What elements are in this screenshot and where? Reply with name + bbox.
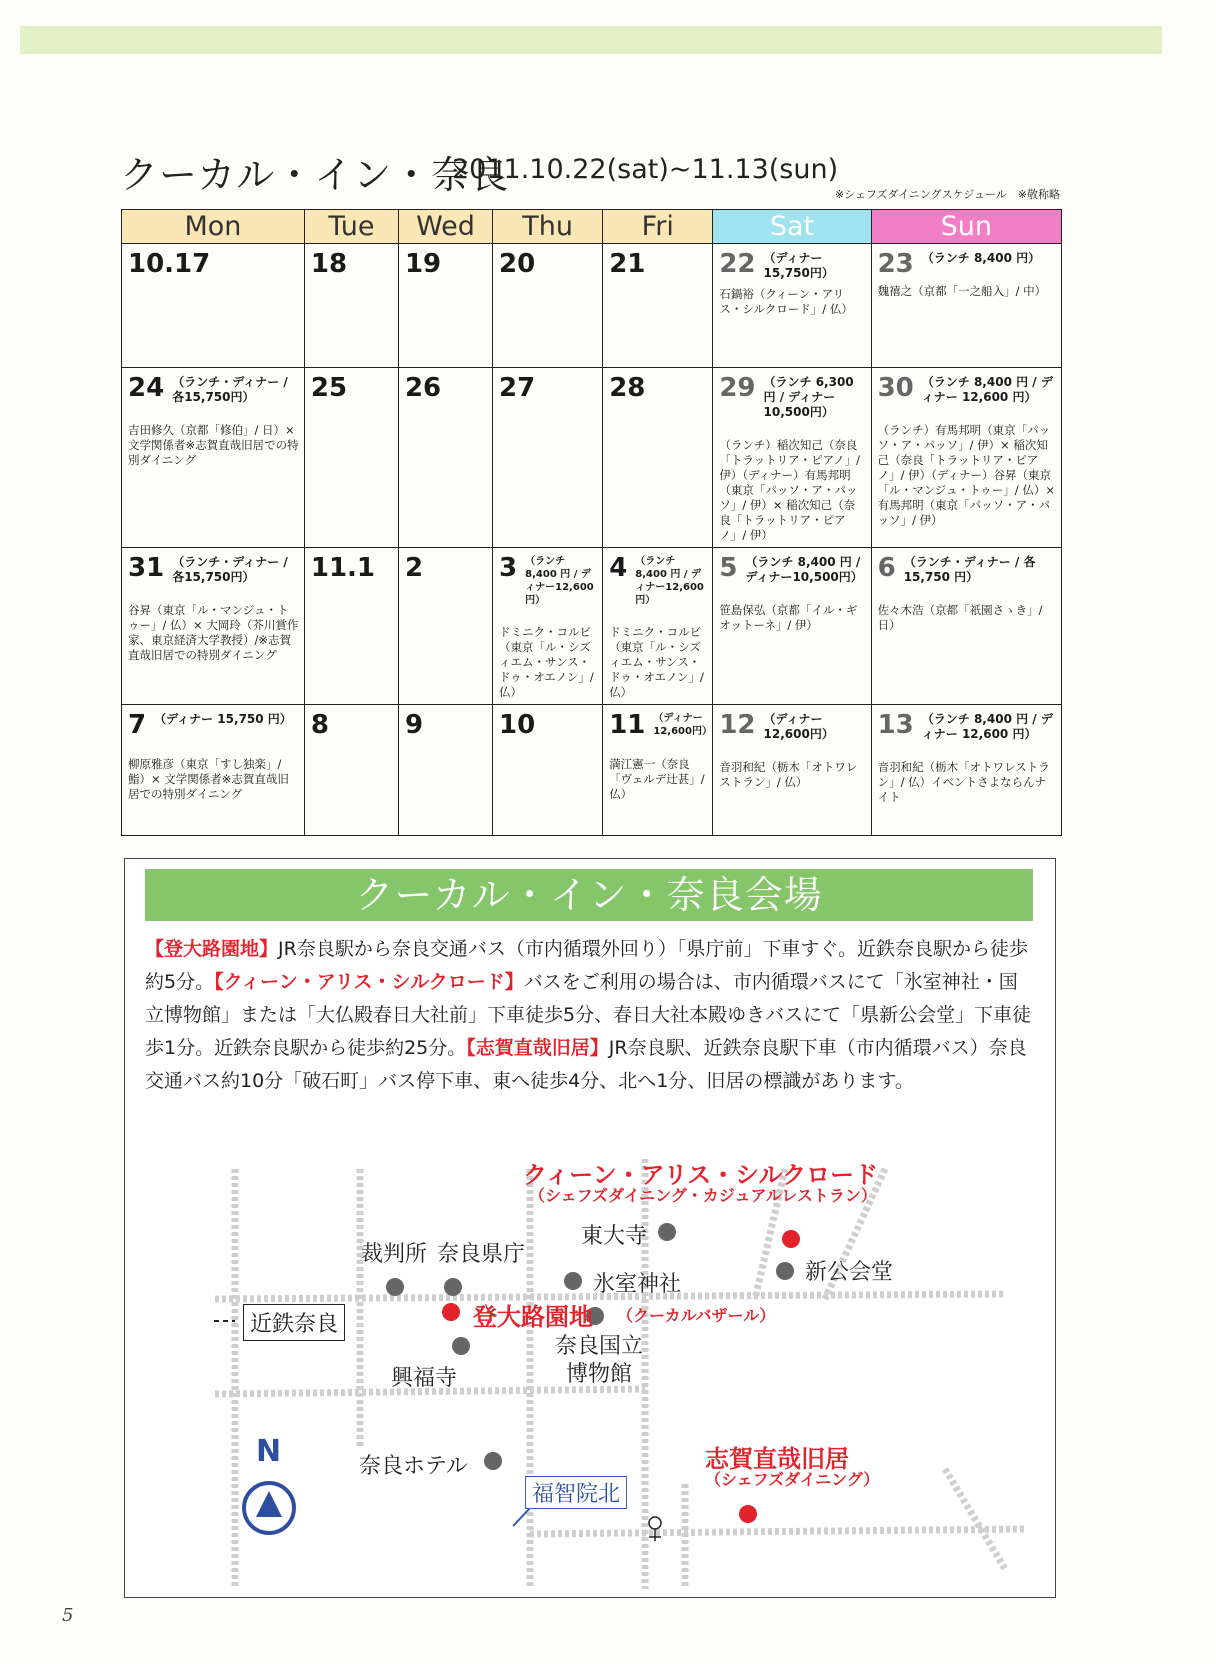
day-number: 10 xyxy=(499,710,536,740)
venue-access-text xyxy=(145,933,1035,1098)
event-dates: 2011.10.22(sat)~11.13(sun) xyxy=(452,154,839,185)
day-price: （ランチ・ディナー / 各 15,750 円） xyxy=(903,555,1036,584)
map-label-shinkokaido: 新公会堂 xyxy=(805,1260,894,1285)
day-number: 30 xyxy=(877,373,914,403)
calendar-day xyxy=(398,368,492,548)
calendar-day xyxy=(871,705,1061,836)
day-number: 26 xyxy=(404,373,442,403)
top-color-band xyxy=(20,26,1162,54)
header-sat: Sat xyxy=(713,210,871,244)
calendar-day xyxy=(713,368,871,548)
header-sun: Sun xyxy=(871,210,1061,244)
map-label-kencho: 奈良県庁 xyxy=(437,1242,526,1267)
header-tue: Tue xyxy=(304,210,398,244)
day-number: 13 xyxy=(877,710,914,740)
day-number: 12 xyxy=(719,710,756,740)
calendar-day xyxy=(398,548,492,705)
day-chef: 石鍋裕（クィーン・アリス・シルクロード」/ 仏） xyxy=(719,287,853,316)
day-chef: 笹島保弘（京都「イル・ギオットーネ」/ 伊） xyxy=(719,603,858,632)
page-title: クーカル・イン・奈良 xyxy=(120,153,510,197)
calendar-day xyxy=(603,244,713,368)
day-chef: 音羽和紀（栃木「オトワレストラン」/ 仏）イベントさよならんナイト xyxy=(877,760,1050,804)
header-mon: Mon xyxy=(122,210,305,244)
day-number: 24 xyxy=(128,373,165,403)
day-number: 20 xyxy=(499,249,536,279)
day-price: （ランチ 8,400 円 / ディナー 12,600 円） xyxy=(921,375,1053,404)
calendar-day xyxy=(603,368,713,548)
day-chef: 谷昇（東京「ル・マンジュ・トゥー」/ 仏）× 大岡玲（芥川賞作家、東京経済大学教授）/※志賀直哉旧居での特別ダイニング xyxy=(128,603,299,662)
day-price: （ランチ・ディナー / 各15,750円） xyxy=(172,555,288,584)
day-price: （ランチ 8,400 円 / ディナー 12,600 円） xyxy=(921,712,1053,741)
day-price: （ランチ・ディナー / 各15,750円） xyxy=(172,375,288,404)
day-price: （ディナー12,600円） xyxy=(653,713,712,737)
venue-access-nobori: JR奈良駅から奈良交通バス（市内循環外回り）「県庁前」下車すぐ。近鉄奈良駅から徒歩約5分。 xyxy=(145,938,1028,993)
north-indicator: N xyxy=(256,1434,282,1469)
map-label-fukuchiin: 福智院北 xyxy=(525,1476,627,1509)
calendar-day xyxy=(603,548,713,705)
calendar-header-row xyxy=(122,210,1062,244)
day-number: 29 xyxy=(719,373,756,403)
calendar-week xyxy=(122,705,1062,836)
header-wed: Wed xyxy=(398,210,492,244)
calendar-day xyxy=(493,705,603,836)
day-chef: 吉田修久（京都「修伯」/ 日）× 文学関係者※志賀直哉旧居での特別ダイニング xyxy=(128,423,299,467)
map-label-queen-sub: （シェフズダイニング・カジュアルレストラン） xyxy=(529,1186,877,1205)
day-number: 4 xyxy=(609,553,628,583)
day-number: 25 xyxy=(310,373,348,403)
calendar-week xyxy=(122,548,1062,705)
day-number: 10.17 xyxy=(128,249,211,279)
calendar-day xyxy=(871,244,1061,368)
day-number: 7 xyxy=(128,710,147,740)
calendar-day xyxy=(603,705,713,836)
venue-name-queen: 【クィーン・アリス・シルクロード】 xyxy=(214,971,524,993)
day-price: （ランチ 8,400 円 / ディナー10,500円） xyxy=(745,555,863,584)
day-chef: 魏禧之（京都「一之船入」/ 中） xyxy=(877,284,1047,298)
venue-section xyxy=(124,858,1056,1598)
calendar-day xyxy=(871,548,1061,705)
day-number: 23 xyxy=(877,249,914,279)
day-number: 9 xyxy=(404,710,424,740)
map-label-hotel: 奈良ホテル xyxy=(359,1454,468,1479)
header-thu: Thu xyxy=(493,210,603,244)
venue-map xyxy=(125,1149,1057,1599)
calendar-day xyxy=(713,705,871,836)
calendar-day xyxy=(493,244,603,368)
calendar-day xyxy=(122,244,305,368)
calendar-day xyxy=(493,368,603,548)
calendar-day xyxy=(304,368,398,548)
day-chef: ドミニク・コルビ（東京「ル・シズィエム・サンス・ドゥ・オエノン」/ 仏） xyxy=(499,625,594,699)
calendar-day xyxy=(122,548,305,705)
day-number: 11 xyxy=(609,710,646,740)
calendar-day xyxy=(493,548,603,705)
day-price: （ランチ 8,400 円 / ディナー12,600円） xyxy=(525,556,594,606)
calendar-day xyxy=(398,705,492,836)
day-chef: （ランチ）有馬邦明（東京「パッソ・ア・パッソ」/ 伊）× 稲次知己（奈良「トラットリア・ピアノ」/ 伊）（ディナー）谷昇（東京「ル・マンジュ・トゥー」/ 仏）× 有馬邦明（東京「パッソ・ア・パッソ」/ 伊） xyxy=(877,423,1055,527)
day-price: （ランチ 8,400 円） xyxy=(921,251,1041,265)
day-chef: ドミニク・コルビ（東京「ル・シズィエム・サンス・ドゥ・オエノン」/ 仏） xyxy=(609,625,704,699)
map-label-queen: クィーン・アリス・シルクロード xyxy=(523,1161,879,1189)
day-chef: 柳原雅彦（東京「すし独楽」/ 鮨）× 文学関係者※志賀直哉旧居での特別ダイニング xyxy=(128,757,289,801)
calendar-day xyxy=(871,368,1061,548)
day-number: 27 xyxy=(499,373,536,403)
day-number: 22 xyxy=(719,249,756,279)
venue-name-nobori: 【登大路園地】 xyxy=(145,938,279,960)
day-chef: 満江憲一（奈良「ヴェルデ辻甚」/ 仏） xyxy=(609,757,705,801)
day-number: 8 xyxy=(310,710,329,740)
calendar-day xyxy=(122,705,305,836)
calendar-day xyxy=(122,368,305,548)
calendar-week xyxy=(122,244,1062,368)
day-number: 2 xyxy=(404,553,424,583)
day-price: （ディナー12,600円） xyxy=(763,712,834,741)
map-label-todaiji: 東大寺 xyxy=(581,1224,648,1249)
map-label-saibansho: 裁判所 xyxy=(361,1242,428,1267)
day-price: （ランチ 6,300 円 / ディナー10,500円） xyxy=(763,375,854,419)
venue-access-shiga: JR奈良駅、近鉄奈良駅下車（市内循環バス）奈良交通バス約10分「破石町」バス停下車、東へ徒歩4分、北へ1分、旧居の標識があります。 xyxy=(145,1037,1027,1092)
venue-header: クーカル・イン・奈良会場 xyxy=(145,869,1033,921)
day-price: （ディナー15,750円） xyxy=(763,251,834,280)
map-label-kofukuji: 興福寺 xyxy=(391,1366,458,1391)
day-price: （ディナー 15,750 円） xyxy=(154,712,292,726)
header-fri: Fri xyxy=(603,210,713,244)
day-chef: （ランチ）稲次知己（奈良「トラットリア・ピアノ」/ 伊）（ディナー）有馬邦明（東京「パッソ・ア・パッソ」/ 伊）× 稲次知己（奈良「トラットリア・ピアノ」/ 伊） xyxy=(719,438,861,542)
venue-access-queen: バスをご利用の場合は、市内循環バスにて「氷室神社・国立博物館」または「大仏殿春日大社前」下車徒歩5分、春日大社本殿ゆきバスにて「県新公会堂」下車徒歩1分。近鉄奈良駅から徒歩約25分。 xyxy=(145,971,1032,1059)
day-number: 28 xyxy=(609,373,646,403)
map-label-museum: 奈良国立 博物館 xyxy=(555,1334,644,1387)
day-number: 5 xyxy=(719,553,738,583)
day-number: 3 xyxy=(499,553,518,583)
day-number: 19 xyxy=(404,249,442,279)
page-number: 5 xyxy=(62,1605,74,1626)
day-price: （ランチ 8,400 円 / ディナー12,600円） xyxy=(635,556,704,606)
schedule-note: ※シェフズダイニングスケジュール ※敬称略 xyxy=(834,188,1060,201)
schedule-calendar xyxy=(121,209,1062,836)
calendar-day xyxy=(304,705,398,836)
venue-name-shiga: 【志賀直哉旧居】 xyxy=(466,1037,609,1059)
calendar-day xyxy=(304,548,398,705)
map-label-nobori-sub: （クーカルバザール） xyxy=(617,1306,776,1325)
calendar-day xyxy=(713,548,871,705)
map-label-shiga-sub: （シェフズダイニング） xyxy=(705,1470,880,1489)
day-number: 6 xyxy=(877,553,896,583)
map-label-himuro: 氷室神社 xyxy=(593,1272,682,1297)
title-row xyxy=(120,140,1060,201)
calendar-day xyxy=(398,244,492,368)
day-chef: 音羽和紀（栃木「オトワレストラン」/ 仏） xyxy=(719,760,858,789)
map-label-shiga: 志賀直哉旧居 xyxy=(705,1445,849,1473)
calendar-day xyxy=(304,244,398,368)
calendar-week xyxy=(122,368,1062,548)
day-number: 11.1 xyxy=(310,553,376,583)
map-label-nobori: 登大路園地 xyxy=(473,1303,593,1331)
day-number: 18 xyxy=(310,249,348,279)
calendar-day xyxy=(713,244,871,368)
day-number: 31 xyxy=(128,553,165,583)
map-label-kintetsu: 近鉄奈良 xyxy=(243,1304,345,1341)
day-chef: 佐々木浩（京都「祇園さゝき」/ 日） xyxy=(877,603,1043,632)
day-number: 21 xyxy=(609,249,646,279)
